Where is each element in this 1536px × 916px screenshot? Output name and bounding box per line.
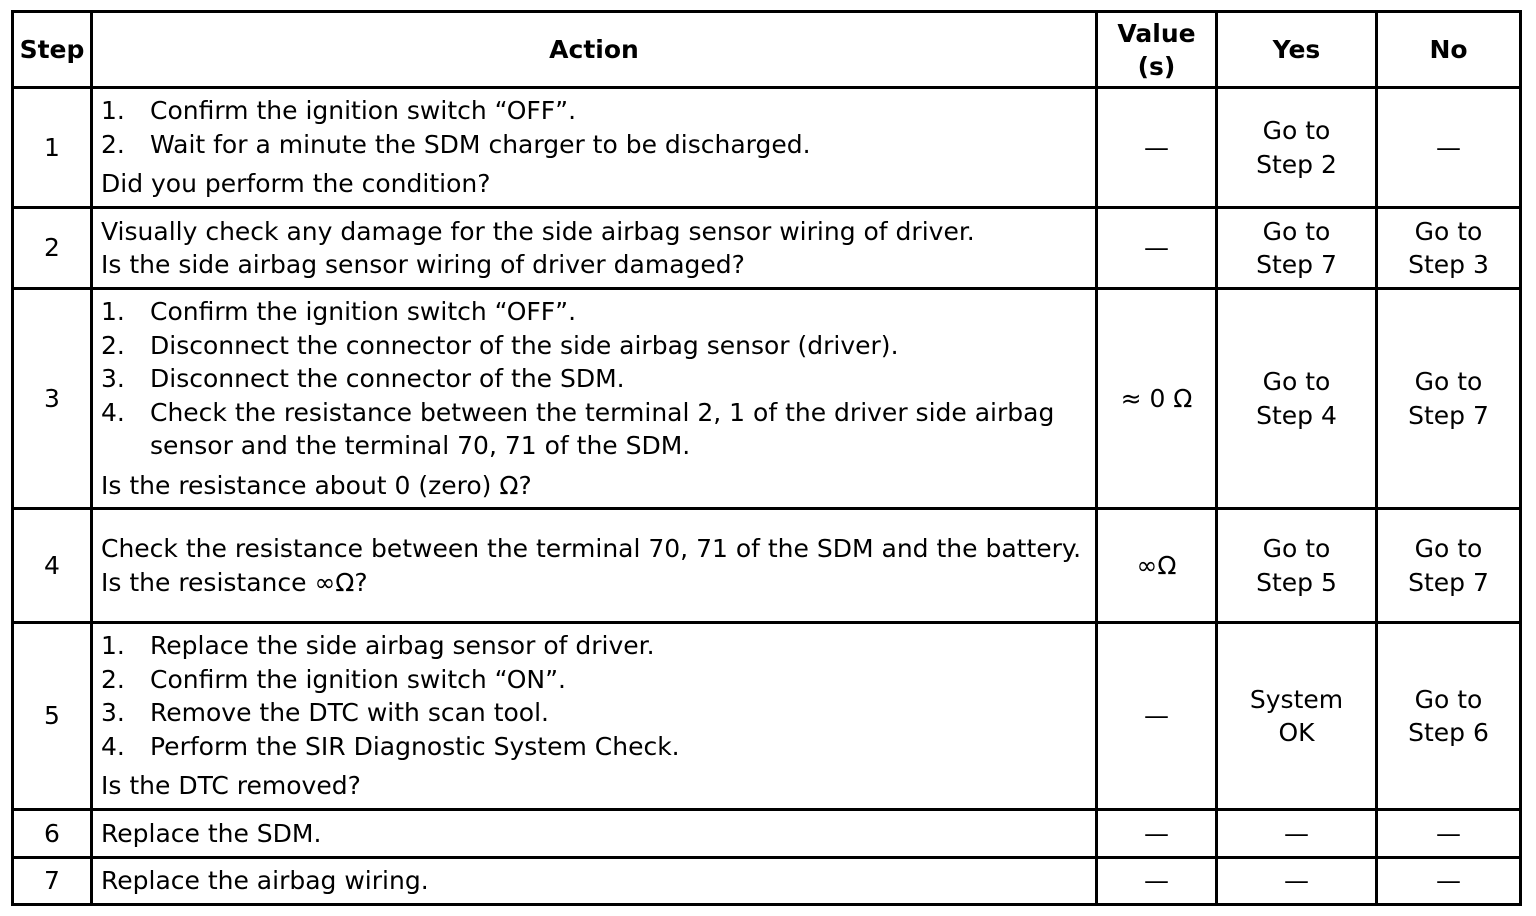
no-line: Step 7 <box>1408 567 1489 597</box>
yes-cell <box>1217 88 1377 208</box>
action-item-number: 1. <box>101 297 125 326</box>
action-item <box>101 629 1089 663</box>
yes-cell <box>1217 289 1377 509</box>
action-list <box>101 629 1089 763</box>
table-row <box>13 623 1521 810</box>
value-cell: ≈ 0 Ω <box>1097 289 1217 509</box>
diagnostic-table <box>11 10 1522 906</box>
step-number: 4 <box>13 509 92 623</box>
value-cell: — <box>1097 858 1217 905</box>
action-line: Visually check any damage for the side airbag sensor wiring of driver. <box>101 216 975 246</box>
action-item <box>101 696 1089 730</box>
header-yes: Yes <box>1217 12 1377 88</box>
action-cell <box>92 623 1097 810</box>
action-item <box>101 128 1089 162</box>
action-list <box>101 94 1089 161</box>
action-item-text: Disconnect the connector of the SDM. <box>150 364 625 393</box>
value-cell: — <box>1097 208 1217 289</box>
header-value-line1: Value <box>1117 18 1196 48</box>
yes-line: Step 2 <box>1256 149 1337 179</box>
action-item-text: Disconnect the connector of the side airbag sensor (driver). <box>150 330 899 360</box>
action-item <box>101 295 1089 329</box>
step-number: 6 <box>13 810 92 858</box>
action-item <box>101 94 1089 128</box>
action-cell <box>92 858 1097 905</box>
no-cell <box>1377 623 1521 810</box>
no-line: Step 7 <box>1408 400 1489 430</box>
no-line: Go to <box>1414 216 1483 246</box>
no-line: Step 6 <box>1408 718 1489 747</box>
action-line: Is the side airbag sensor wiring of driver damaged? <box>101 250 745 279</box>
value-cell: — <box>1097 88 1217 208</box>
action-item-number: 4. <box>101 397 125 427</box>
action-list <box>101 295 1089 463</box>
no-cell: — <box>1377 858 1521 905</box>
yes-line: System <box>1249 684 1344 714</box>
no-cell: — <box>1377 810 1521 858</box>
action-cell <box>92 810 1097 858</box>
no-line: Step 3 <box>1408 250 1489 279</box>
yes-line: OK <box>1278 718 1315 747</box>
action-item <box>101 730 1089 764</box>
action-cell <box>92 509 1097 623</box>
table-row <box>13 858 1521 905</box>
yes-line: Go to <box>1262 367 1331 396</box>
no-line: — <box>1436 132 1461 162</box>
no-cell <box>1377 289 1521 509</box>
table-row <box>13 810 1521 858</box>
action-cell <box>92 88 1097 208</box>
no-cell <box>1377 509 1521 623</box>
action-item-text: Confirm the ignition switch “OFF”. <box>150 96 577 126</box>
header-no: No <box>1377 12 1521 88</box>
table-row <box>13 208 1521 289</box>
yes-line: Go to <box>1262 216 1331 246</box>
action-item-number: 1. <box>101 96 125 126</box>
action-cell <box>92 208 1097 289</box>
action-item-number: 3. <box>101 364 125 393</box>
table-row <box>13 509 1521 623</box>
header-value <box>1097 12 1217 88</box>
action-item <box>101 329 1089 363</box>
header-step: Step <box>13 12 92 88</box>
action-item-text: Wait for a minute the SDM charger to be discharged. <box>150 129 811 159</box>
action-item-text: Perform the SIR Diagnostic System Check. <box>150 731 680 761</box>
action-item <box>101 396 1089 463</box>
no-cell <box>1377 88 1521 208</box>
action-item-number: 3. <box>101 698 125 728</box>
table-row <box>13 88 1521 208</box>
action-line: Replace the SDM. <box>101 818 322 848</box>
action-item-number: 2. <box>101 129 125 159</box>
action-line: Check the resistance between the terminal 70, 71 of the SDM and the battery. <box>101 534 1082 563</box>
yes-line: Step 5 <box>1256 567 1337 597</box>
value-cell: — <box>1097 810 1217 858</box>
value-cell: — <box>1097 623 1217 810</box>
step-number: 5 <box>13 623 92 810</box>
action-line: Replace the airbag wiring. <box>101 866 429 896</box>
step-number: 2 <box>13 208 92 289</box>
step-number: 7 <box>13 858 92 905</box>
action-item-number: 2. <box>101 330 125 360</box>
no-line: Go to <box>1414 534 1483 563</box>
action-item-number: 2. <box>101 664 125 694</box>
action-item-number: 1. <box>101 631 125 661</box>
step-number: 3 <box>13 289 92 509</box>
yes-cell: — <box>1217 858 1377 905</box>
yes-line: Step 4 <box>1256 400 1337 430</box>
action-question: Did you perform the condition? <box>101 169 491 199</box>
no-cell <box>1377 208 1521 289</box>
action-item-number: 4. <box>101 731 125 761</box>
action-question: Is the resistance about 0 (zero) Ω? <box>101 470 532 500</box>
yes-line: Go to <box>1262 534 1331 563</box>
table-row <box>13 289 1521 509</box>
action-item-text: Check the resistance between the terminal 2, 1 of the driver side airbag sensor and the terminal 70, 71 of the SDM. <box>150 397 1055 460</box>
action-item-text: Replace the side airbag sensor of driver. <box>150 631 655 661</box>
action-item-text: Remove the DTC with scan tool. <box>150 698 549 728</box>
action-item-text: Confirm the ignition switch “ON”. <box>150 664 566 694</box>
no-line: Go to <box>1414 684 1483 714</box>
yes-line: Go to <box>1262 116 1331 145</box>
action-item <box>101 362 1089 396</box>
action-item <box>101 663 1089 697</box>
header-row <box>13 12 1521 88</box>
step-number: 1 <box>13 88 92 208</box>
no-line: Go to <box>1414 367 1483 396</box>
action-item-text: Confirm the ignition switch “OFF”. <box>150 297 577 326</box>
action-question: Is the DTC removed? <box>101 771 361 801</box>
yes-cell: — <box>1217 810 1377 858</box>
header-value-line2: (s) <box>1137 51 1176 81</box>
action-line: Is the resistance ∞Ω? <box>101 567 368 597</box>
yes-cell <box>1217 509 1377 623</box>
yes-cell <box>1217 208 1377 289</box>
header-action: Action <box>92 12 1097 88</box>
value-cell: ∞Ω <box>1097 509 1217 623</box>
yes-cell <box>1217 623 1377 810</box>
yes-line: Step 7 <box>1256 250 1337 279</box>
action-cell <box>92 289 1097 509</box>
